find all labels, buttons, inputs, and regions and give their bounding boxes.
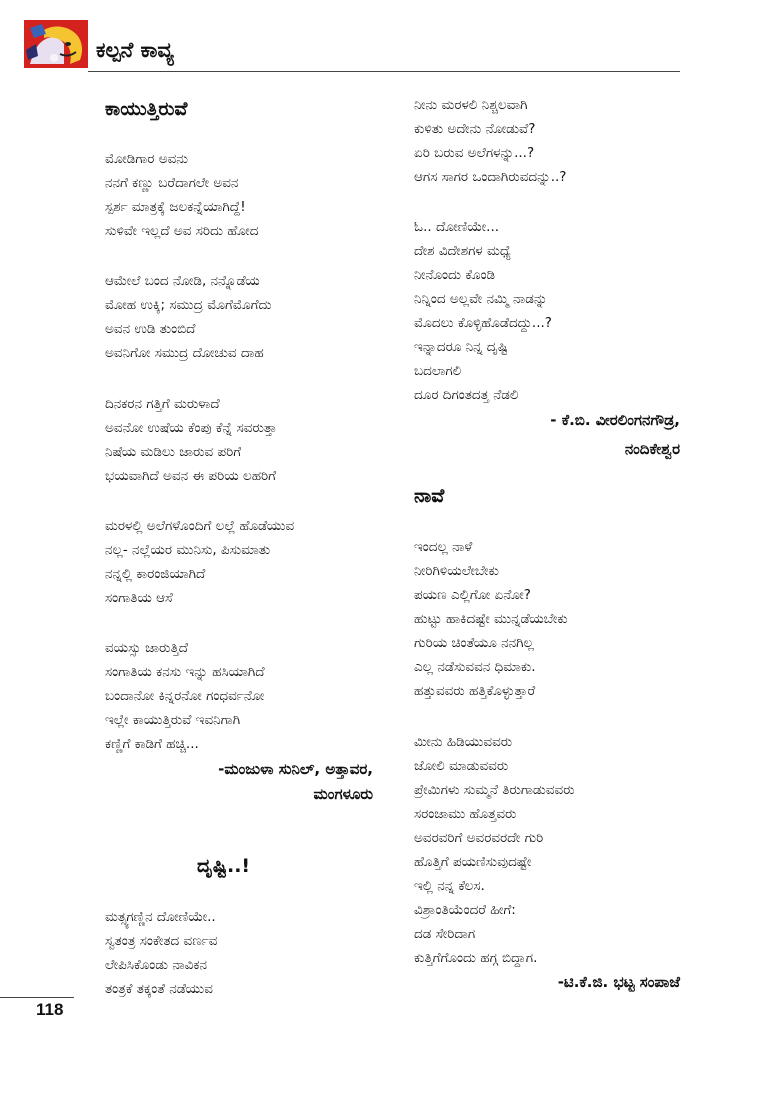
author-location: ನಂದಿಕೇಶ್ವರ [624, 440, 680, 458]
poem-line: ನಲ್ಲ- ನಲ್ಲೆಯರ ಮುನಿಸು, ಪಿಸುಮಾತು [105, 542, 271, 558]
poem-line: ಏರಿ ಬರುವ ಅಲೆಗಳನ್ನು...? [414, 145, 535, 161]
author-credit: - ಕೆ.ಬಿ. ವೀರಲಿಂಗನಗೌಡ್ರ, [550, 411, 680, 429]
poem-line: ಇಂದಲ್ಲ ನಾಳೆ [414, 539, 473, 555]
poem-line: ಮೋಹ ಉಕ್ಕಿ; ಸಮುದ್ರ ಮೊಗೆಮೊಗೆದು [105, 297, 272, 313]
poem-line: ಇಲ್ಲೇ ಕಾಯುತ್ತಿರುವೆ ಇವನಿಗಾಗಿ [105, 712, 241, 728]
poem-line: ನಿನ್ನಿಂದ ಅಲ್ಲವೇ ನಮ್ಮಿ ನಾಡನ್ನು [414, 291, 548, 307]
poem-line: ಆಗಸ ಸಾಗರ ಒಂದಾಗಿರುವದನ್ನು..? [414, 169, 567, 185]
poem-line: ಗುರಿಯ ಚಿಂತೆಯೂ ನನಗಿಲ್ಲ [414, 635, 534, 651]
poem-line: ಮತ್ಸ್ಯಗಣ್ಣಿನ ದೋಣಿಯೇ.. [105, 909, 216, 925]
poem-line: ಸ್ವತಂತ್ರ ಸಂಕೇತದ ವರ್ಣವ [105, 933, 218, 949]
poem-line: ನನ್ನಲ್ಲಿ ಕಾರಂಜಿಯಾಗಿದೆ [105, 566, 206, 582]
poem-line: ಮರಳಲ್ಲಿ ಅಲೆಗಳೊಂದಿಗೆ ಲಲ್ಲೆ ಹೊಡೆಯುವ [105, 518, 295, 534]
poem-line: ವಯಸ್ಸು ಜಾರುತ್ತಿದೆ [105, 640, 189, 656]
author-location: ಮಂಗಳೂರು [313, 785, 373, 803]
poem-line: ದಡ ಸೇರಿದಾಗ [414, 926, 476, 942]
poem-line: ಅವನ ಉಡಿ ತುಂಬಿದೆ [105, 321, 196, 337]
poem-line: ಮೋಡಿಗಾರ ಅವನು [105, 151, 189, 167]
poem-line: ಹುಟ್ಟು ಹಾಕಿದಷ್ಟೇ ಮುನ್ನಡೆಯಬೇಕು [414, 611, 568, 627]
footer-divider [0, 997, 74, 998]
poem-line: ನೀನೊಂದು ಕೊಂಡಿ [414, 267, 496, 283]
poem-line: ದೇಶ ವಿದೇಶಗಳ ಮಧ್ಯೆ [414, 243, 511, 259]
poem-line: ಪ್ರೇಮಿಗಳು ಸುಮ್ಮನೆ ತಿರುಗಾಡುವವರು [414, 782, 575, 798]
header-divider [88, 71, 680, 72]
poem-line: ಎಲ್ಲ ನಡೆಸುವವನ ಧಿಮಾಕು. [414, 659, 536, 675]
poem-line: ಕುಳಿತು ಅದೇನು ನೋಡುವೆ? [414, 121, 536, 137]
poem-line: ಸುಳಿವೇ ಇಲ್ಲದೆ ಅವ ಸರಿದು ಹೋದ [105, 223, 259, 239]
poem-line: ಆಮೇಲೆ ಬಂದ ನೋಡಿ, ನನ್ನೊಡೆಯ [105, 273, 260, 289]
poem-line: ಹೊತ್ತಿಗೆ ಪಯಣಿಸುವುದಷ್ಟೇ [414, 854, 532, 870]
poem-line: ದೂರ ದಿಗಂತದತ್ತ ನೆಡಲಿ [414, 387, 519, 403]
poem-line: ಮೀನು ಹಿಡಿಯುವವರು [414, 734, 513, 750]
author-credit: -ಟಿ.ಕೆ.ಜಿ. ಭಟ್ಟ ಸಂಪಾಜೆ [557, 973, 680, 991]
poem-line: ಕುತ್ತಿಗೆಗೊಂದು ಹಗ್ಗ ಬಿದ್ದಾಗ. [414, 950, 538, 966]
poem-line: ಅವನೋ ಉಷೆಯ ಕೆಂಪು ಕೆನ್ನೆ ಸವರುತ್ತಾ [105, 420, 277, 436]
poem-line: ಸಂಗಾತಿಯ ಕನಸು ಇನ್ನು ಹಸಿಯಾಗಿದೆ [105, 664, 265, 680]
poem-title: ಕಾಯುತ್ತಿರುವೆ [105, 98, 188, 120]
poem-line: ಕಣ್ಣಿಗೆ ಕಾಡಿಗೆ ಹಚ್ಚಿ... [105, 736, 199, 752]
poem-line: ನೀನು ಮರಳಲಿ ನಿಶ್ಚಲವಾಗಿ [414, 97, 528, 113]
poem-line: ಅವನಿಗೋ ಸಮುದ್ರ ದೋಚುವ ದಾಹ [105, 345, 264, 361]
poem-line: ಅವರವರಿಗೆ ಅವರವರದೇ ಗುರಿ [414, 830, 544, 846]
poem-line: ಸರಂಜಾಮು ಹೊತ್ತವರು [414, 806, 517, 822]
poem-line: ಪಯಣ ಎಲ್ಲಿಗೋ ಏನೋ? [414, 587, 531, 603]
logo-illustration [24, 20, 88, 68]
poem-title: ನಾವೆ [414, 485, 445, 507]
magazine-section-title: ಕಲ್ಪನೆ ಕಾವ್ಯ [96, 38, 174, 62]
poem-line: ಇಲ್ಲಿ ನನ್ನ ಕೆಲಸ. [414, 878, 485, 894]
poem-line: ಇನ್ನಾದರೂ ನಿನ್ನ ದೃಷ್ಟಿ [414, 339, 509, 355]
poem-line: ಸ್ಪರ್ಶ ಮಾತ್ರಕ್ಕೆ ಜಲಕನ್ನೆಯಾಗಿದ್ದೆ! [105, 199, 246, 215]
poem-line: ತಂತ್ರಕೆ ತಕ್ಕಂತೆ ನಡೆಯುವ [105, 981, 213, 997]
page-number: 118 [36, 1000, 64, 1019]
poem-line: ಬಂದಾನೋ ಕಿನ್ನರನೋ ಗಂಧರ್ವನೋ [105, 688, 265, 704]
poem-line: ಓ.. ದೋಣಿಯೇ... [414, 219, 500, 235]
poem-line: ಭಯವಾಗಿದೆ ಅವನ ಈ ಪರಿಯ ಲಹರಿಗೆ [105, 468, 277, 484]
poem-line: ದಿನಕರನ ಗತ್ತಿಗೆ ಮರುಳಾದೆ [105, 396, 220, 412]
author-credit: -ಮಂಜುಳಾ ಸುನಿಲ್, ಅತ್ತಾವರ, [218, 760, 373, 778]
poem-line: ಲೇಪಿಸಿಕೊಂಡು ನಾವಿಕನ [105, 957, 207, 973]
poem-line: ಮೊದಲು ಕೊಳ್ಳಿಹೊಡೆದದ್ದು...? [414, 315, 552, 331]
poem-line: ನನಗೆ ಕಣ್ಣು ಬರೆದಾಗಲೇ ಅವನ [105, 175, 239, 191]
face-illustration-logo [24, 20, 88, 68]
poem-line: ಬದಲಾಗಲಿ [414, 363, 462, 379]
poem-line: ಸಂಗಾತಿಯ ಆಸೆ [105, 590, 173, 606]
poem-line: ಜೋಲಿ ಮಾಡುವವರು [414, 758, 509, 774]
poem-title: ದೃಷ್ಟಿ..! [197, 855, 251, 877]
poem-line: ವಿಶ್ರಾಂತಿಯೆಂದರೆ ಹೀಗೆ: [414, 902, 516, 918]
poem-line: ನಿಷೆಯ ಮಡಿಲು ಜಾರುವ ಪರಿಗೆ [105, 444, 242, 460]
poem-line: ಹತ್ತುವವರು ಹತ್ತಿಕೊಳ್ಳುತ್ತಾರೆ [414, 683, 536, 699]
poem-line: ನೀರಿಗಿಳಿಯಲೇಬೇಕು [414, 563, 499, 579]
